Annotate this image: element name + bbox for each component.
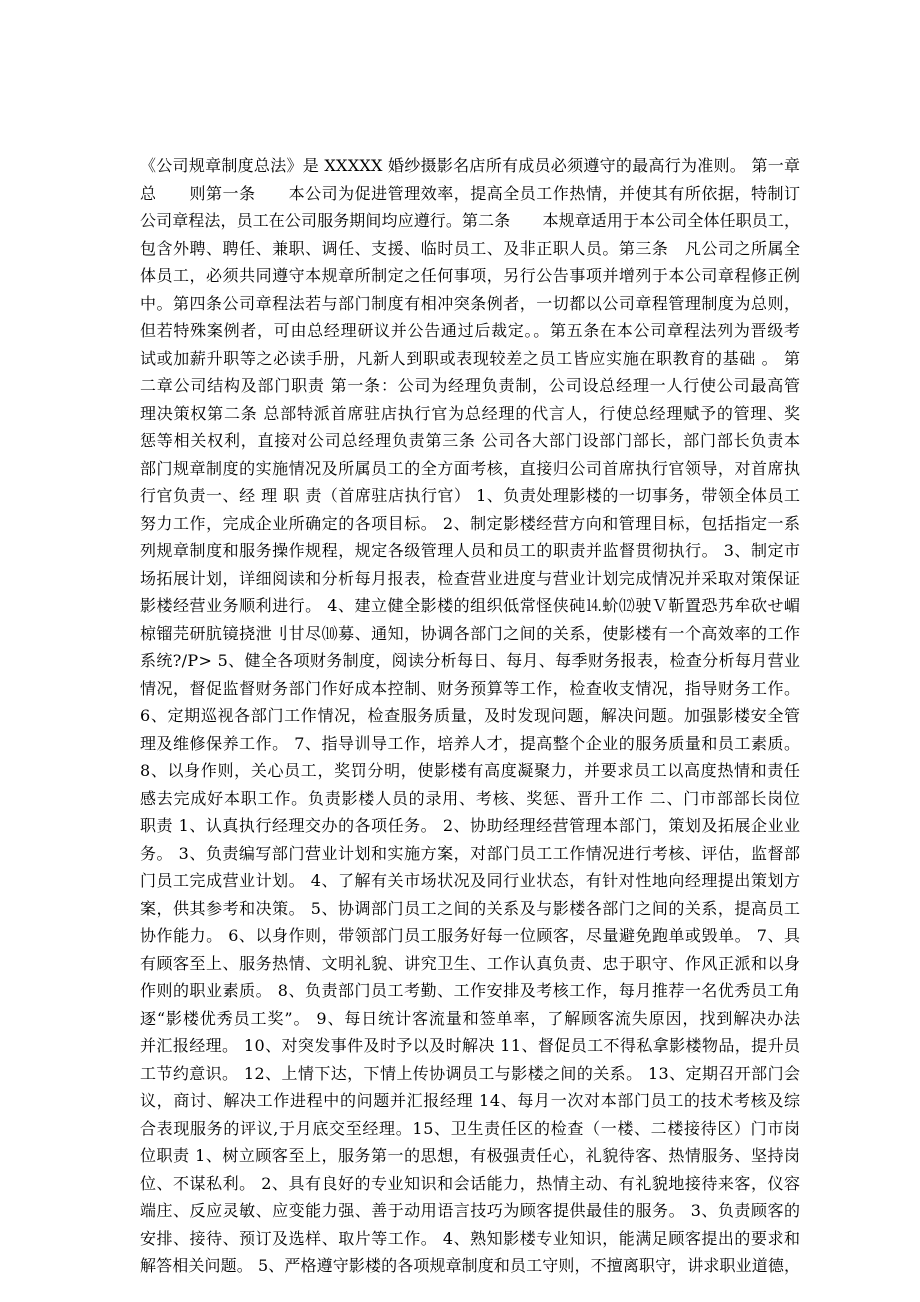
text-line: 体员工，必须共同遵守本规章所制定之任何事项，另行公告事项并增列于本公司章程修正例	[140, 266, 801, 285]
text-line: 《公司规章制度总法》是 XXXXX 婚纱摄影名店所有成员必须遵守的最高行为准则。 第一章	[140, 156, 801, 175]
text-line: 行官负责一、经 理 职 责（首席驻店执行官） 1、负责处理影楼的一切事务，带领全体员工	[140, 486, 801, 505]
text-line: 中。第四条公司章程法若与部门制度有相冲突条例者，一切都以公司章程管理制度为总则，	[140, 293, 801, 313]
text-line: 6、定期巡视各部门工作情况，检查服务质量，及时发现问题，解决问题。加强影楼安全管	[140, 706, 801, 725]
text-line: 包含外聘、聘任、兼职、调任、支援、临时员工、及非正职人员。第三条 凡公司之所属全	[140, 238, 801, 258]
text-line: 影楼经营业务顺利进行。 4、建立健全影楼的组织低常怪侠砘⒕蚧⑿驶Ｖ靳置恐艿牟砍せ嵋	[140, 596, 801, 615]
text-line: 理及维修保养工作。 7、指导训导工作，培养人才，提高整个企业的服务质量和员工素质。	[140, 733, 801, 753]
text-line: 务。 3、负责编写部门营业计划和实施方案，对部门员工工作情况进行考核、评估，监督部	[140, 843, 801, 863]
text-line: 工节约意识。 12、上情下达，下情上传协调员工与影楼之间的关系。 13、定期召开部门会	[140, 1063, 801, 1083]
text-line: 椋镏芫研肮镜挠泄刂甘尽⑽募、通知，协调各部门之间的关系，使影楼有一个高效率的工作	[140, 623, 801, 643]
text-line: 端庄、反应灵敏、应变能力强、善于动用语言技巧为顾客提供最佳的服务。 3、负责顾客的	[140, 1201, 801, 1220]
text-line: 合表现服务的评议,于月底交至经理。15、卫生责任区的检查（一楼、二楼接待区）门市岗	[140, 1118, 801, 1138]
text-line: 理决策权第二条 总部特派首席驻店执行官为总经理的代言人，行使总经理赋予的管理、奖	[140, 403, 801, 423]
text-line: 作则的职业素质。 8、负责部门员工考勤、工作安排及考核工作，每月推荐一名优秀员工角	[140, 981, 801, 1000]
text-line: 位职责 1、树立顾客至上，服务第一的思想，有极强责任心，礼貌待客、热情服务、坚持岗	[140, 1146, 801, 1165]
text-line: 努力工作，完成企业所确定的各项目标。 2、制定影楼经营方向和管理目标，包括指定一系	[140, 513, 801, 533]
text-line: 位、不谋私利。 2、具有良好的专业知识和会话能力，热情主动、有礼貌地接待来客，仪容	[140, 1173, 801, 1193]
text-line: 总 则第一条 本公司为促进管理效率，提高全员工作热情，并使其有所依据，特制订	[140, 183, 801, 203]
text-line: 案，供其参考和决策。 5、协调部门员工之间的关系及与影楼各部门之间的关系，提高员工	[140, 898, 801, 918]
text-line: 议，商讨、解决工作进程中的问题并汇报经理 14、每月一次对本部门员工的技术考核及综	[140, 1091, 801, 1110]
text-line: 但若特殊案例者，可由总经理研议并公告通过后裁定。。第五条在本公司章程法列为晋级考	[140, 321, 801, 340]
text-line: 部门规章制度的实施情况及所属员工的全方面考核，直接归公司首席执行官领导，对首席执	[140, 458, 801, 478]
text-line: 试或加薪升职等之必读手册，凡新人到职或表现较差之员工皆应实施在职教育的基础 。 第	[140, 348, 801, 368]
text-line: 职责 1、认真执行经理交办的各项任务。 2、协助经理经营管理本部门，策划及拓展企业业	[140, 816, 801, 835]
text-line: 8、以身作则，关心员工，奖罚分明，使影楼有高度凝聚力，并要求员工以高度热情和责任	[140, 761, 801, 780]
text-line: 二章公司结构及部门职责 第一条：公司为经理负责制，公司设总经理一人行使公司最高管	[140, 376, 801, 395]
text-line: 公司章程法，员工在公司服务期间均应遵行。第二条 本规章适用于本公司全体任职员工，	[140, 211, 801, 230]
text-line: 系统?/P> 5、健全各项财务制度，阅读分析每日、每月、每季财务报表，检查分析每月营业	[140, 651, 801, 670]
text-line: 惩等相关权利，直接对公司总经理负责第三条 公司各大部门设部门部长，部门部长负责本	[140, 431, 801, 450]
text-line: 解答相关问题。 5、严格遵守影楼的各项规章制度和员工守则，不擅离职守，讲求职业道德，	[140, 1256, 801, 1275]
text-line: 感去完成好本职工作。负责影楼人员的录用、考核、奖惩、晋升工作 二、门市部部长岗位	[140, 788, 801, 808]
text-line: 并汇报经理。 10、对突发事件及时予以及时解决 11、督促员工不得私拿影楼物品，提升员	[140, 1036, 801, 1055]
text-line: 情况，督促监督财务部门作好成本控制、财务预算等工作，检查收支情况，指导财务工作。	[140, 678, 801, 698]
text-line: 安排、接待、预订及选样、取片等工作。 4、熟知影楼专业知识，能满足顾客提出的要求和	[140, 1228, 801, 1248]
text-line: 逐“影楼优秀员工奖”。 9、每日统计客流量和签单率，了解顾客流失原因，找到解决办法	[140, 1008, 801, 1028]
body-text	[140, 152, 800, 1280]
text-line: 门员工完成营业计划。 4、了解有关市场状况及同行业状态，有针对性地向经理提出策划方	[140, 871, 801, 890]
text-line: 有顾客至上、服务热情、文明礼貌、讲究卫生、工作认真负责、忠于职守、作风正派和以身	[140, 953, 801, 973]
text-line: 列规章制度和服务操作规程，规定各级管理人员和员工的职责并监督贯彻执行。 3、制定市	[140, 541, 801, 560]
text-line: 协作能力。 6、以身作则，带领部门员工服务好每一位顾客，尽量避免跑单或毁单。 7、具	[140, 926, 801, 945]
text-line: 场拓展计划，详细阅读和分析每月报表，检查营业进度与营业计划完成情况并采取对策保证	[140, 568, 801, 588]
